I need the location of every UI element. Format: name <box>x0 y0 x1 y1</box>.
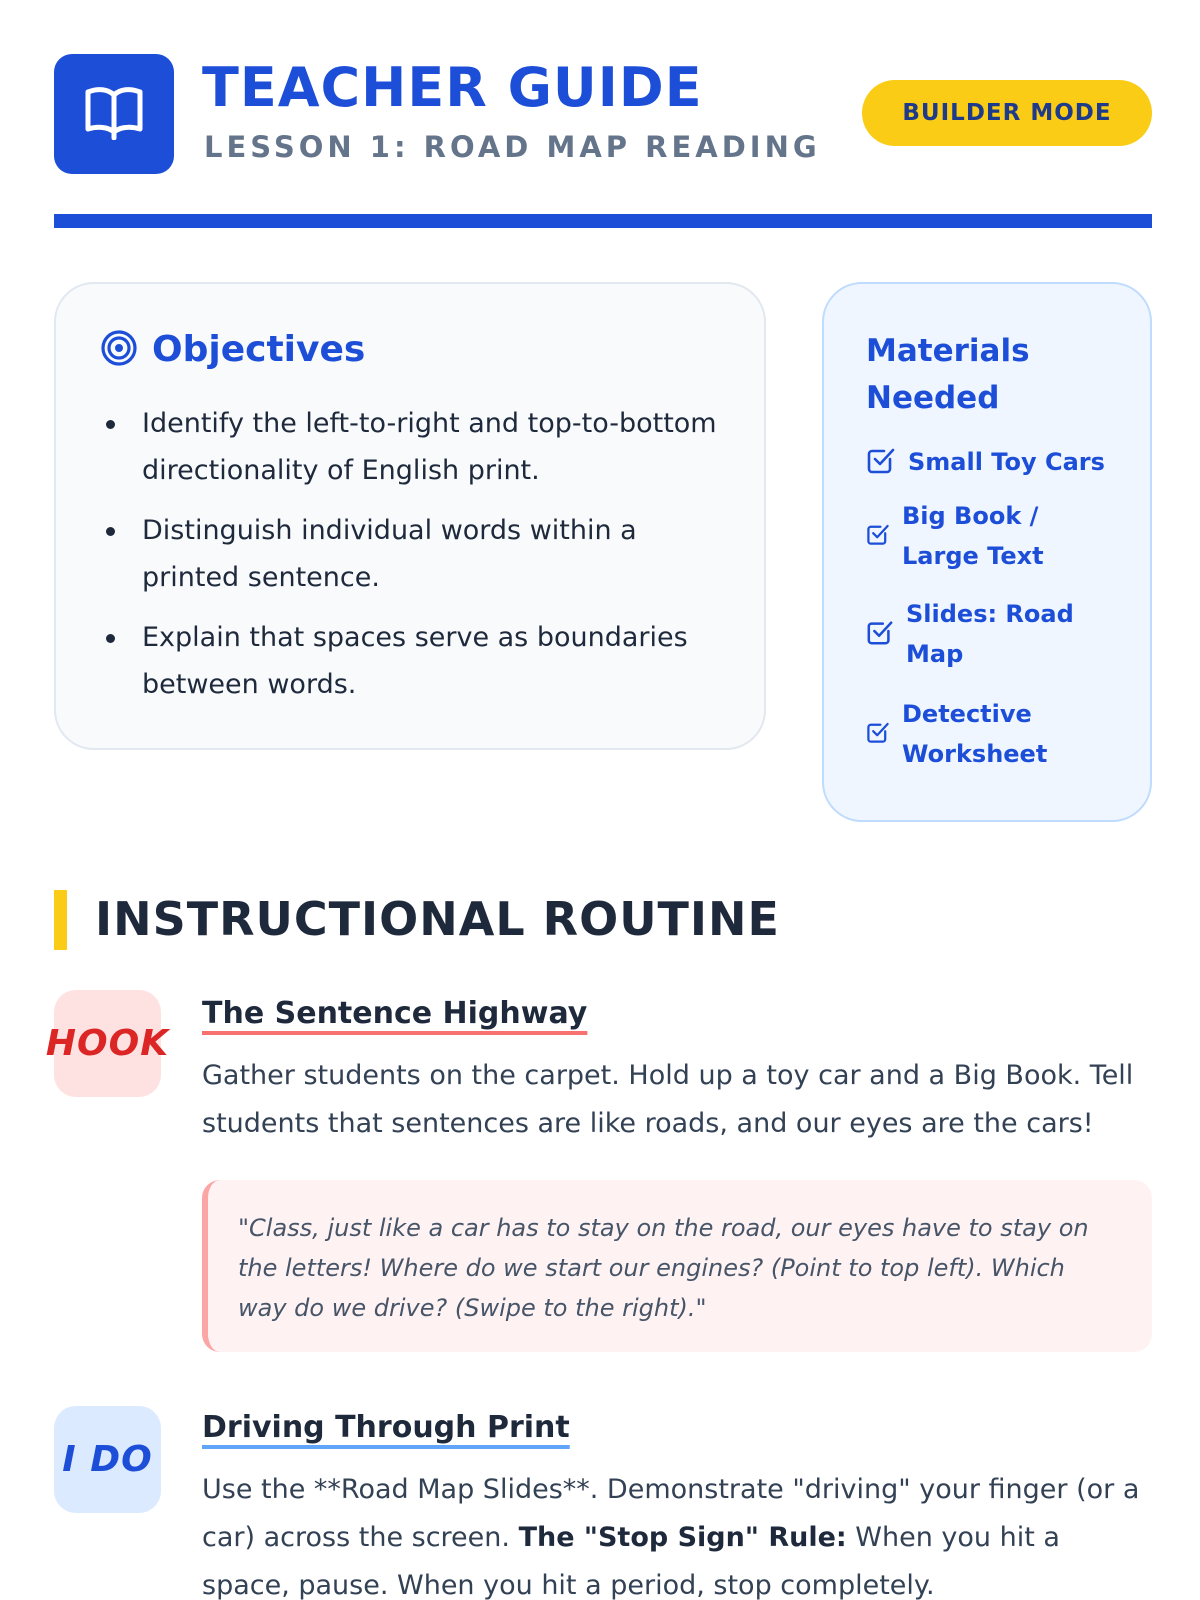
bullet-dot <box>106 420 115 429</box>
page-title: TEACHER GUIDE <box>202 56 703 119</box>
material-item <box>866 594 1106 674</box>
objective-item <box>100 400 730 494</box>
checkbox-checked-icon <box>866 445 896 479</box>
material-item <box>866 442 1126 482</box>
objectives-card <box>54 282 766 750</box>
hook-badge: HOOK <box>54 990 161 1097</box>
bullet-dot <box>106 527 115 536</box>
material-label: Detective Worksheet <box>902 700 1048 768</box>
section-accent-bar <box>54 890 67 950</box>
objective-item <box>100 614 730 708</box>
hook-description: Gather students on the carpet. Hold up a toy car and a Big Book. Tell students that sentences are like roads, and our eyes are the cars! <box>202 1060 1134 1139</box>
i-do-badge: I DO <box>54 1406 161 1513</box>
i-do-rule-text: When you hit a space, pause. When you hit a period, stop completely. <box>202 1522 1060 1600</box>
i-do-intro: Use the **Road Map Slides**. Demonstrate "driving" your finger (or a car) across the screen. <box>202 1474 1140 1553</box>
builder-mode-button[interactable]: BUILDER MODE <box>862 80 1152 146</box>
i-do-title: Driving Through Print <box>202 1410 570 1445</box>
logo <box>54 54 174 174</box>
material-label: Slides: Road Map <box>906 600 1074 668</box>
objectives-heading <box>100 328 365 372</box>
objective-text: Identify the left-to-right and top-to-bottom directionality of English print. <box>142 408 717 486</box>
open-book-icon <box>82 84 146 144</box>
hook-title: The Sentence Highway <box>202 996 588 1031</box>
objective-text: Distinguish individual words within a printed sentence. <box>142 515 637 593</box>
stop-sign-rule-label: The "Stop Sign" Rule: <box>518 1522 847 1553</box>
materials-heading: Materials Needed <box>866 333 1030 416</box>
objective-item <box>100 507 730 601</box>
teacher-script-quote: "Class, just like a car has to stay on the road, our eyes have to stay on the letters! Where do we start our engines? (Point to top left). Which way do we drive? (Swipe to the right)." <box>202 1180 1152 1352</box>
i-do-description <box>202 1466 1152 1600</box>
bullet-dot <box>106 634 115 643</box>
target-icon <box>100 329 138 371</box>
routine-heading: INSTRUCTIONAL ROUTINE <box>95 892 780 946</box>
page-header <box>54 54 1152 176</box>
objective-text: Explain that spaces serve as boundaries between words. <box>142 622 688 700</box>
material-label: Small Toy Cars <box>908 448 1105 476</box>
checkbox-checked-icon <box>866 618 894 650</box>
header-divider <box>54 214 1152 228</box>
material-item <box>866 694 1106 774</box>
checkbox-checked-icon <box>866 720 890 748</box>
objectives-list <box>100 400 730 721</box>
material-label: Big Book / Large Text <box>902 502 1044 570</box>
objectives-heading-label: Objectives <box>152 329 366 370</box>
checkbox-checked-icon <box>866 522 890 550</box>
material-item <box>866 496 1096 576</box>
lesson-subtitle: LESSON 1: ROAD MAP READING <box>204 130 821 164</box>
materials-card <box>822 282 1152 822</box>
